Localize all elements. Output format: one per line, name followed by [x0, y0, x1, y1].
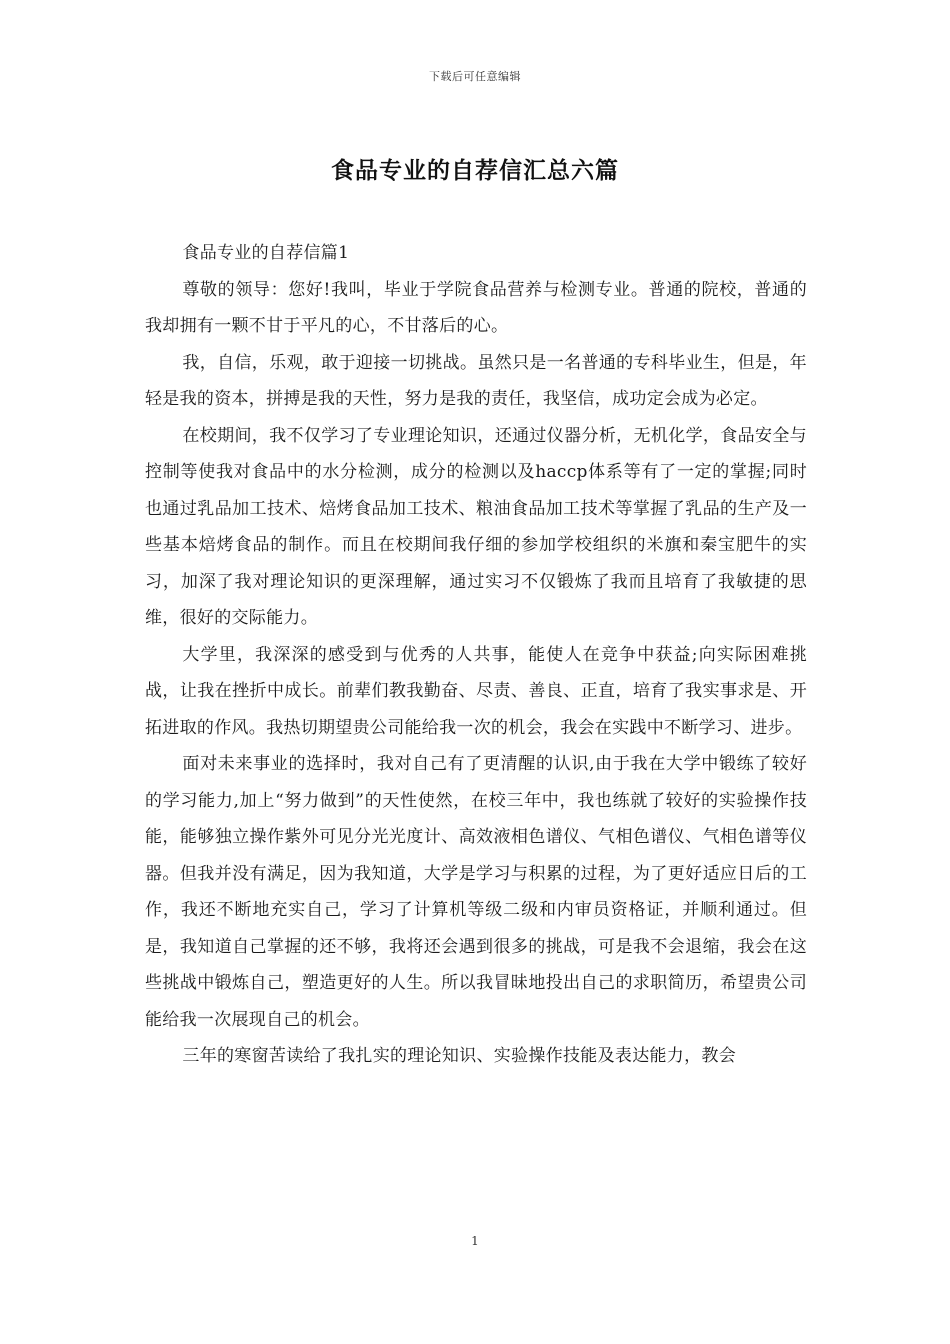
paragraph: 三年的寒窗苦读给了我扎实的理论知识、实验操作技能及表达能力，教会 — [182, 1046, 736, 1066]
paragraph: 尊敬的领导：您好!我叫，毕业于学院食品营养与检测专业。普通的院校，普通的我却拥有一颗不甘于平凡的心，不甘落后的心。 — [145, 279, 807, 336]
document-title: 食品专业的自荐信汇总六篇 — [331, 157, 619, 184]
paragraph: 大学里，我深深的感受到与优秀的人共事，能使人在竞争中获益;向实际困难挑战，让我在挫折中成长。前辈们教我勤奋、尽责、善良、正直，培育了我实事求是、开拓进取的作风。我热切期望贵公司能给我一次的机会，我会在实践中不断学习、进步。 — [145, 644, 807, 738]
section-heading: 食品专业的自荐信篇1 — [182, 243, 350, 263]
document-body — [145, 235, 807, 1075]
paragraph: 面对未来事业的选择时，我对自己有了更清醒的认识,由于我在大学中锻练了较好的学习能力,加上“努力做到”的天性使然，在校三年中，我也练就了较好的实验操作技能，能够独立操作紫外可见分光光度计、高效液相色谱仪、气相色谱仪、气相色谱等仪器。但我并没有满足，因为我知道，大学是学习与积累的过程，为了更好适应日后的工作，我还不断地充实自己，学习了计算机等级二级和内审员资格证，并顺利通过。但是，我知道自己掌握的还不够，我将还会遇到很多的挑战，可是我不会退缩，我会在这些挑战中锻炼自己，塑造更好的人生。所以我冒昧地投出自己的求职简历，希望贵公司能给我一次展现自己的机会。 — [145, 754, 807, 1030]
page-number: 1 — [471, 1234, 479, 1248]
paragraph: 我，自信，乐观，敢于迎接一切挑战。虽然只是一名普通的专科毕业生，但是，年轻是我的资本，拼搏是我的天性，努力是我的责任，我坚信，成功定会成为必定。 — [145, 352, 807, 409]
paragraph: 在校期间，我不仅学习了专业理论知识，还通过仪器分析，无机化学，食品安全与控制等使我对食品中的水分检测，成分的检测以及haccp体系等有了一定的掌握;同时也通过乳品加工技术、焙烤食品加工技术、粮油食品加工技术等掌握了乳品的生产及一些基本焙烤食品的制作。而且在校期间我仔细的参加学校组织的米旗和秦宝肥牛的实习，加深了我对理论知识的更深理解，通过实习不仅锻炼了我而且培育了我敏捷的思维，很好的交际能力。 — [145, 425, 807, 628]
header-note: 下载后可任意编辑 — [429, 70, 521, 83]
